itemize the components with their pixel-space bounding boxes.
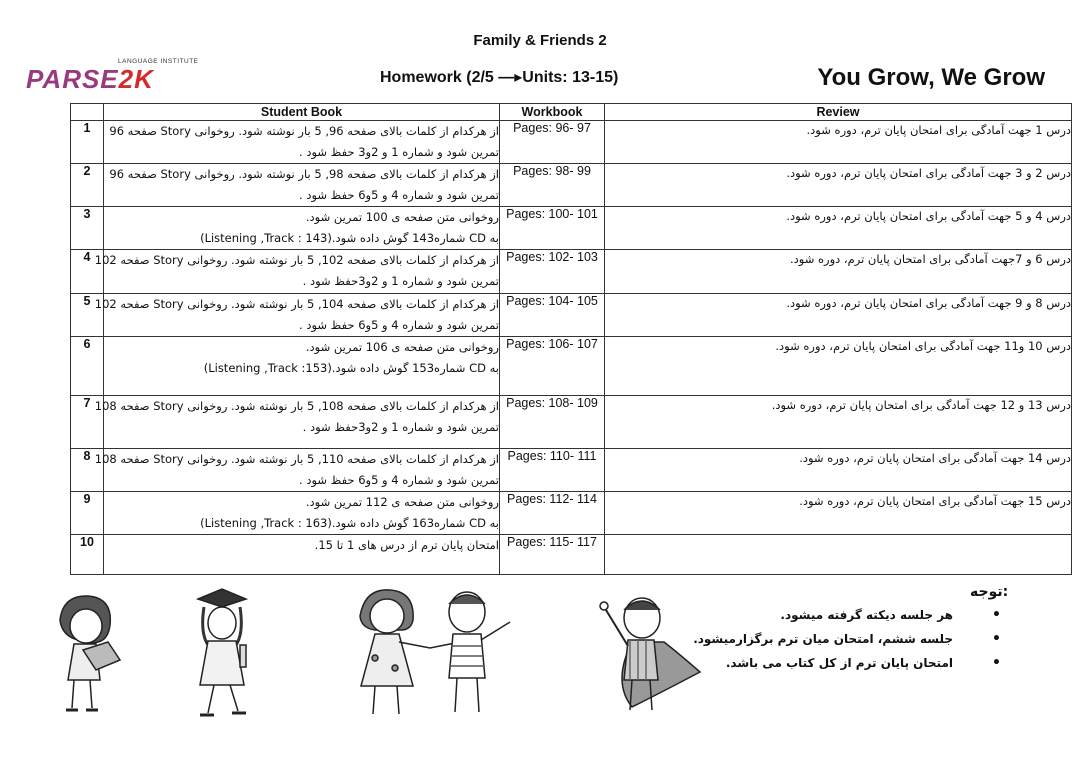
header-review: Review <box>605 104 1072 121</box>
note-item <box>693 655 1001 679</box>
student-book-line: روخوانی متن صفحه ی 112 تمرین شود. <box>305 495 499 509</box>
row-number: 7 <box>71 396 104 449</box>
student-book-line: از هرکدام از کلمات بالای صفحه 110, 5 بار نوشته شود. روخوانی Story صفحه 108 <box>94 452 499 466</box>
student-book-line: تمرین شود و شماره 1 و 2و3حفظ شود . <box>302 420 499 434</box>
student-book-line: از هرکدام از کلمات بالای صفحه 102, 5 بار نوشته شود. روخوانی Story صفحه 102 <box>94 253 499 267</box>
row-number: 10 <box>71 535 104 575</box>
workbook-cell: Pages: 98- 99 <box>500 164 605 207</box>
table-row <box>71 535 1072 575</box>
note-text: جلسه ششم، امتحان میان ترم برگزارمیشود. <box>693 632 953 646</box>
student-book-cell <box>94 294 500 337</box>
student-book-cell <box>104 121 500 164</box>
note-text: امتحان پایان ترم از کل کتاب می باشد. <box>725 656 953 670</box>
workbook-cell: Pages: 104- 105 <box>500 294 605 337</box>
student-book-line: از هرکدام از کلمات بالای صفحه 104, 5 بار نوشته شود. روخوانی Story صفحه 102 <box>94 297 499 311</box>
student-book-line: تمرین شود و شماره 4 و 5و6 حفظ شود . <box>299 318 499 332</box>
workbook-cell: Pages: 102- 103 <box>500 250 605 294</box>
student-book-line: به CD شماره143 گوش داده شود.(Listening ,Track : 143) <box>200 231 499 245</box>
student-book-line: از هرکدام از کلمات بالای صفحه 96, 5 بار نوشته شود. روخوانی Story صفحه 96 <box>109 124 499 138</box>
book-title: Family & Friends 2 <box>473 32 607 49</box>
logo-subtitle: LANGUAGE INSTITUTE <box>118 58 199 65</box>
row-number: 6 <box>71 337 104 396</box>
table-row <box>71 449 1072 492</box>
header-number <box>71 104 104 121</box>
slogan: You Grow, We Grow <box>817 64 1045 91</box>
workbook-cell: Pages: 112- 114 <box>500 492 605 535</box>
review-cell: درس 10 و11 جهت آمادگی برای امتحان پایان ترم، دوره شود. <box>605 337 1072 396</box>
graduate-girl-illustration <box>180 585 260 720</box>
girl-reading-illustration <box>38 590 138 720</box>
homework-table <box>70 103 1072 575</box>
review-cell: درس 13 و 12 جهت آمادگی برای امتحان پایان ترم، دوره شود. <box>605 396 1072 449</box>
institute-logo <box>26 58 201 94</box>
table-header-row <box>71 104 1072 121</box>
table-row <box>71 396 1072 449</box>
review-cell: درس 2 و 3 جهت آمادگی برای امتحان پایان ترم، دوره شود. <box>605 164 1072 207</box>
table-row <box>71 294 1072 337</box>
logo-name-right: 2K <box>118 64 154 94</box>
student-book-cell <box>104 207 500 250</box>
student-book-line: امتحان پایان ترم از درس های 1 تا 15. <box>314 538 499 552</box>
workbook-cell: Pages: 110- 111 <box>500 449 605 492</box>
student-book-line: به CD شماره153 گوش داده شود.(Listening ,Track :153) <box>203 361 499 375</box>
student-book-line: از هرکدام از کلمات بالای صفحه 108, 5 بار نوشته شود. روخوانی Story صفحه 108 <box>94 399 499 413</box>
superhero-boy-illustration <box>592 592 707 717</box>
student-book-cell <box>104 164 500 207</box>
logo-name-left: PARSE <box>26 64 119 94</box>
review-cell: درس 14 جهت آمادگی برای امتحان پایان ترم، دوره شود. <box>605 449 1072 492</box>
student-book-line: روخوانی متن صفحه ی 106 تمرین شود. <box>305 340 499 354</box>
student-book-cell <box>94 250 500 294</box>
notes-list <box>693 607 1001 679</box>
review-cell: درس 1 جهت آمادگی برای امتحان پایان ترم، دوره شود. <box>605 121 1072 164</box>
review-cell: درس 6 و 7جهت آمادگی برای امتحان پایان ترم، دوره شود. <box>605 250 1072 294</box>
table-row <box>71 164 1072 207</box>
review-cell <box>605 535 1072 575</box>
student-book-cell <box>104 492 500 535</box>
bullet-icon: • <box>992 631 1001 647</box>
student-book-cell <box>104 535 500 575</box>
row-number: 3 <box>71 207 104 250</box>
workbook-cell: Pages: 106- 107 <box>500 337 605 396</box>
table-row <box>71 207 1072 250</box>
row-number: 4 <box>71 250 104 294</box>
student-book-line: تمرین شود و شماره 1 و 2و3حفظ شود . <box>302 274 499 288</box>
row-number: 5 <box>71 294 104 337</box>
homework-title: Homework (2/5 —▸Units: 13-15) <box>380 69 619 86</box>
student-book-line: از هرکدام از کلمات بالای صفحه 98, 5 بار نوشته شود. روخوانی Story صفحه 96 <box>109 167 499 181</box>
workbook-cell: Pages: 108- 109 <box>500 396 605 449</box>
row-number: 2 <box>71 164 104 207</box>
note-item <box>693 607 1001 631</box>
student-book-cell <box>94 449 500 492</box>
bullet-icon: • <box>992 607 1001 623</box>
student-book-cell <box>104 337 500 396</box>
review-cell: درس 8 و 9 جهت آمادگی برای امتحان پایان ترم، دوره شود. <box>605 294 1072 337</box>
workbook-cell: Pages: 96- 97 <box>500 121 605 164</box>
table-row <box>71 492 1072 535</box>
header-workbook: Workbook <box>500 104 605 121</box>
logo-wordmark <box>26 64 154 95</box>
table-row <box>71 250 1072 294</box>
student-book-line: تمرین شود و شماره 4 و 5و6 حفظ شود . <box>299 473 499 487</box>
bullet-icon: • <box>992 655 1001 671</box>
note-text: هر جلسه دیکته گرفته میشود. <box>780 608 953 622</box>
row-number: 9 <box>71 492 104 535</box>
student-book-cell <box>94 396 500 449</box>
holding-hands-kids-illustration <box>345 586 520 721</box>
student-book-line: به CD شماره163 گوش داده شود.(Listening ,Track : 163) <box>200 516 499 530</box>
table-row <box>71 337 1072 396</box>
workbook-cell: Pages: 100- 101 <box>500 207 605 250</box>
header-student-book: Student Book <box>104 104 500 121</box>
notes-title: توجه: <box>970 584 1009 600</box>
student-book-line: روخوانی متن صفحه ی 100 تمرین شود. <box>305 210 499 224</box>
student-book-line: تمرین شود و شماره 1 و 2و3 حفظ شود . <box>299 145 499 159</box>
row-number: 1 <box>71 121 104 164</box>
workbook-cell: Pages: 115- 117 <box>500 535 605 575</box>
table-row <box>71 121 1072 164</box>
student-book-line: تمرین شود و شماره 4 و 5و6 حفظ شود . <box>299 188 499 202</box>
review-cell: درس 15 جهت آمادگی برای امتحان پایان ترم، دوره شود. <box>605 492 1072 535</box>
review-cell: درس 4 و 5 جهت آمادگی برای امتحان پایان ترم، دوره شود. <box>605 207 1072 250</box>
row-number: 8 <box>71 449 104 492</box>
note-item <box>693 631 1001 655</box>
